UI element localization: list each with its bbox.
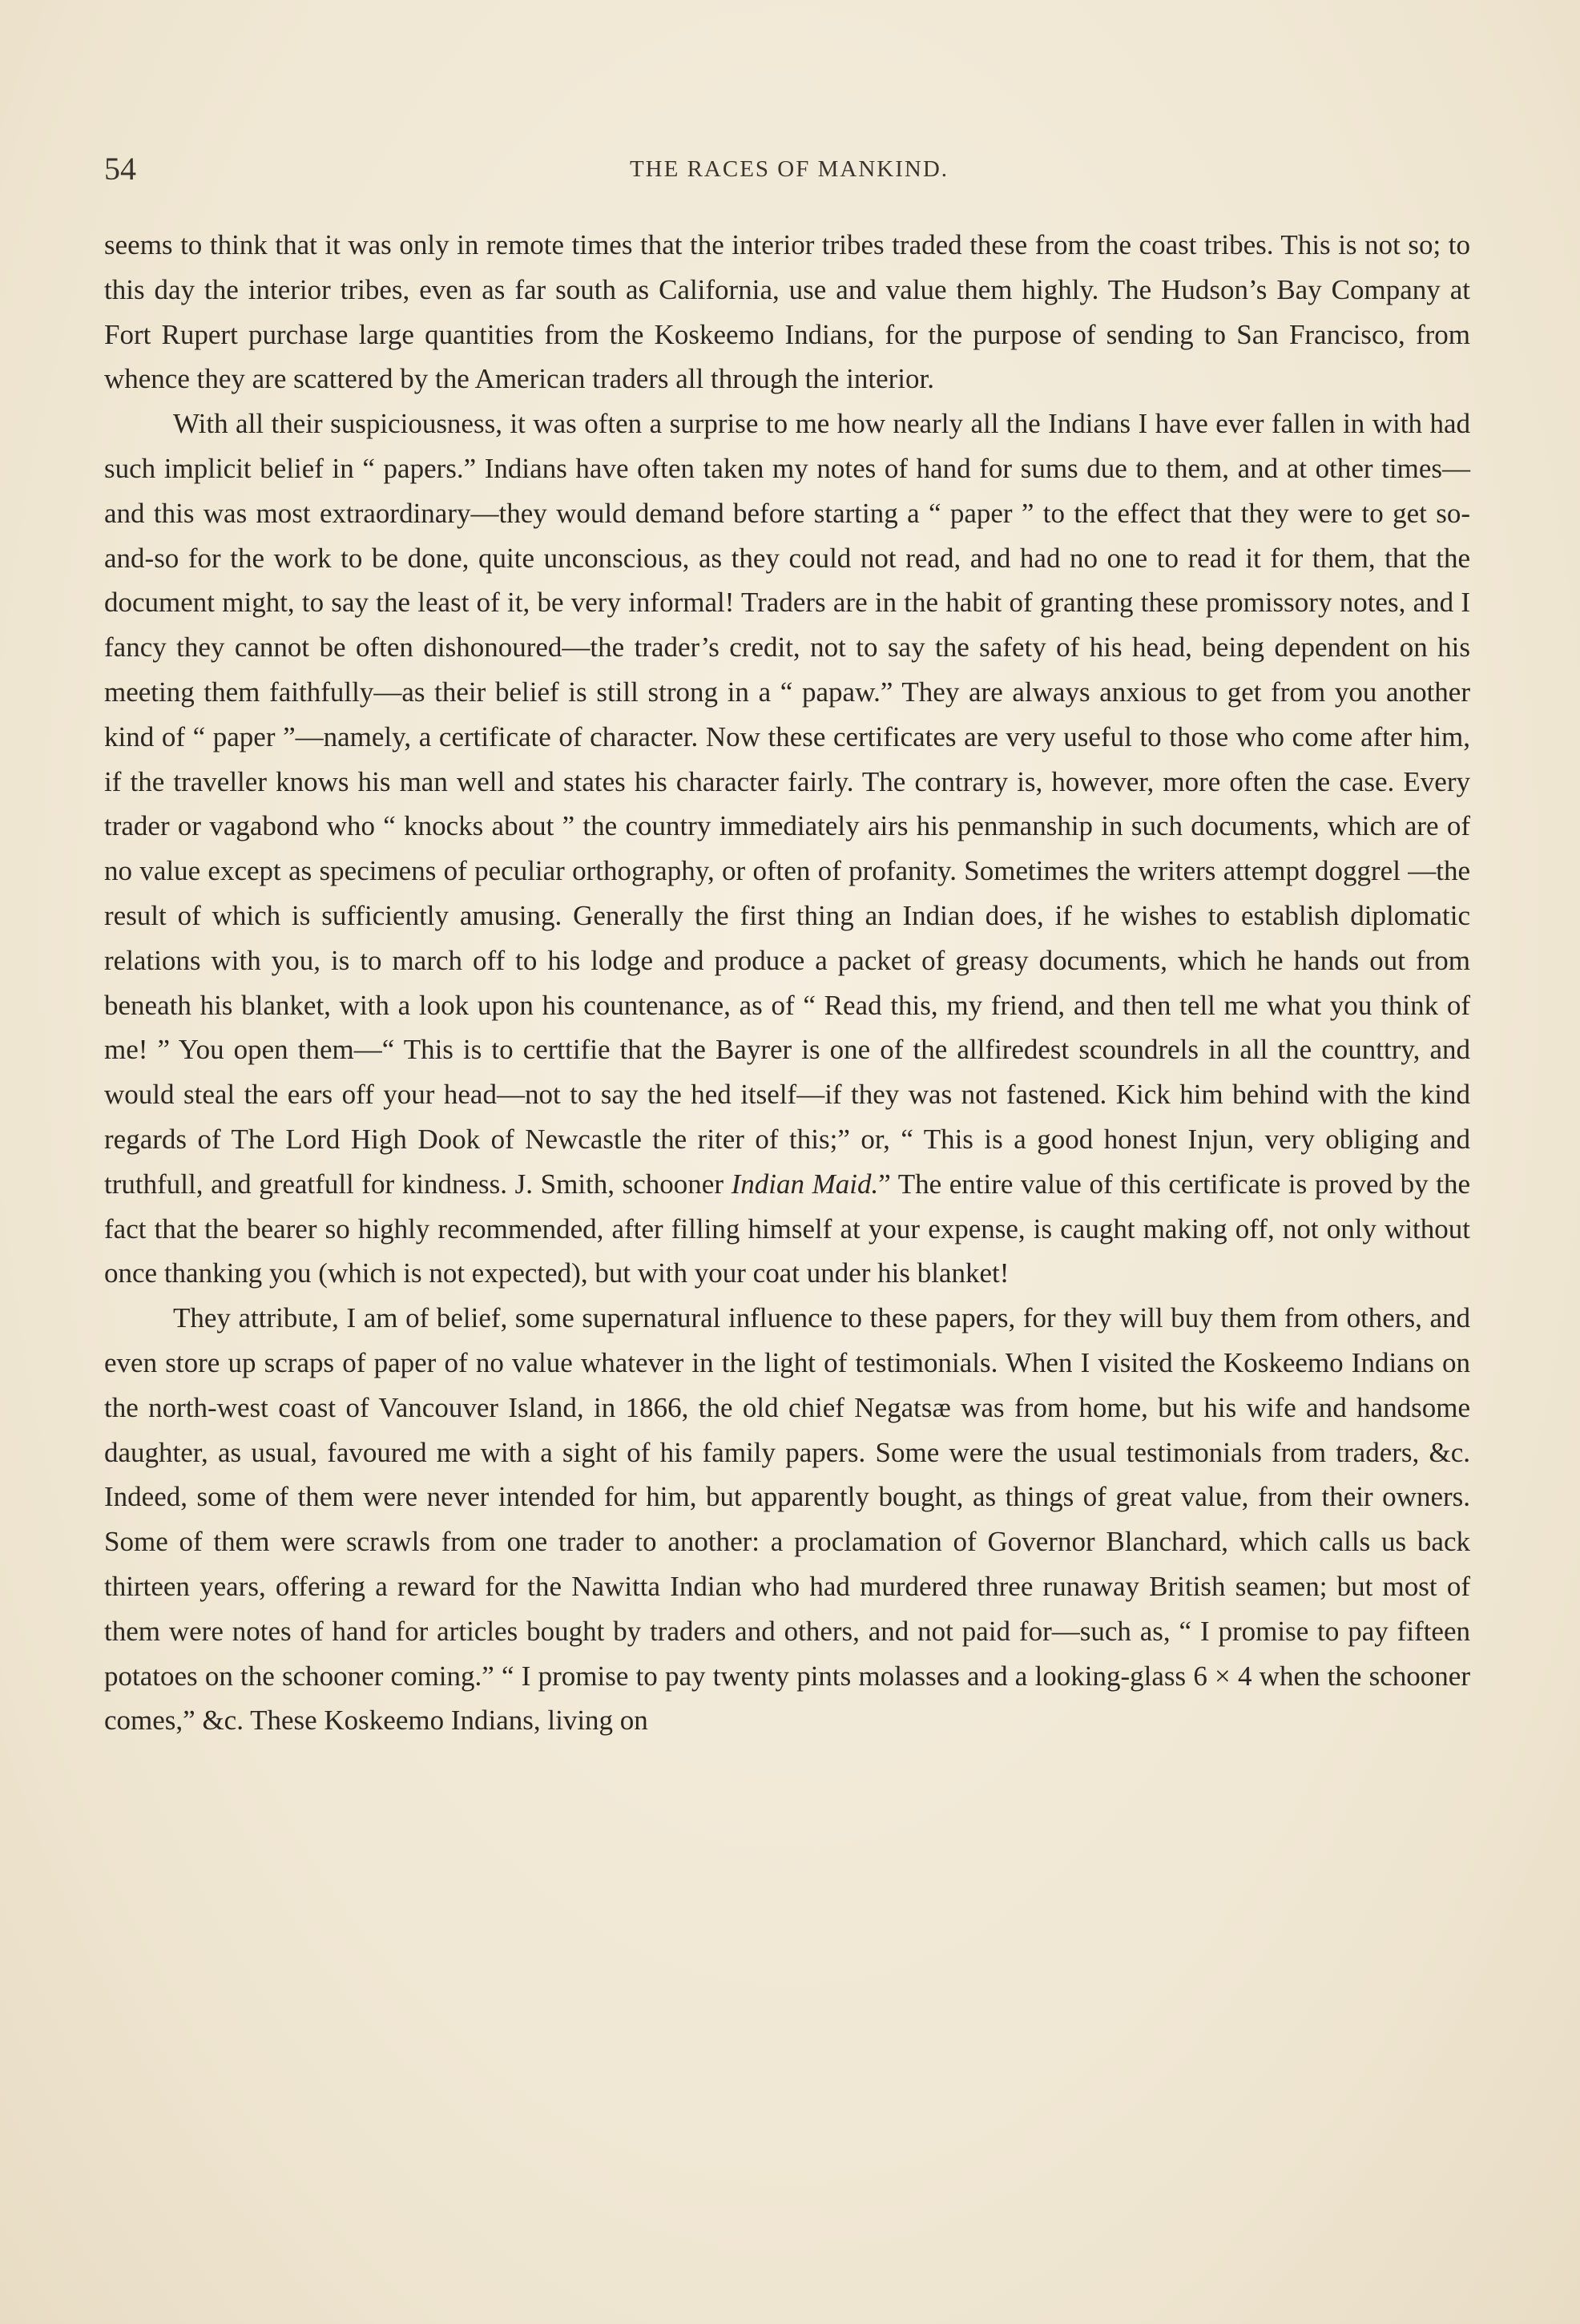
paragraph-1 — [104, 223, 1470, 401]
paragraph-2 — [104, 401, 1470, 1296]
paragraph-2-text: With all their suspiciousness, it was often a surprise to me how nearly all the Indians I have ever fallen in with had such implicit belief in “ papers.” Indians have often taken my notes of hand for sums due to them, and at other times—and this was most extraordinary—they would demand before starting a “ paper ” to the effect that they were to get so-and-so for the work to be done, quite unconscious, as they could not read, and had no one to read it for them, that the document might, to say the least of it, be very informal! Traders are in the habit of granting these promissory notes, and I fancy they cannot be often dishonoured—the trader’s credit, not to say the safety of his head, being dependent on his meeting them faithfully—as their belief is still strong in a “ papaw.” They are always anxious to get from you another kind of “ paper ”—namely, a certificate of character. Now these certificates are very useful to those who come after him, if the traveller knows his man well and states his character fairly. The contrary is, however, more often the case. Every trader or vagabond who “ knocks about ” the country immediately airs his penmanship in such documents, which are of no value except as specimens of peculiar orthography, or often of profanity. Sometimes the writers attempt doggrel —the result of which is sufficiently amusing. Generally the first thing an Indian does, if he wishes to establish diplomatic relations with you, is to march off to his lodge and produce a packet of greasy documents, which he hands out from beneath his blanket, with a look upon his countenance, as of “ Read this, my friend, and then tell me what you think of me! ” You open them—“ This is to certtifie that the Bayrer is one of the allfiredest scoundrels in all the counttry, and would steal the ears off your head—not to say the hed itself—if they was not fastened. Kick him behind with the kind regards of The Lord High Dook of Newcastle the riter of this;” or, “ This is a good honest Injun, very obliging and truthfull, and greatfull for kindness. J. Smith, schooner — [104, 408, 1470, 1200]
page-number: 54 — [104, 151, 136, 187]
paragraph-1-text: seems to think that it was only in remote times that the interior tribes traded these from the coast tribes. This is not so; to this day the interior tribes, even as far south as California, use and value them highly. The Hudson’s Bay Company at Fort Rupert purchase large quantities from the Koskeemo Indians, for the purpose of sending to San Francisco, from whence they are scattered by the American traders all through the interior. — [104, 229, 1470, 395]
page-header — [104, 149, 1474, 189]
paragraph-3-text: They attribute, I am of belief, some supernatural influence to these papers, for they will buy them from others, and even store up scraps of paper of no value whatever in the light of testimonials. When I visited the Koskeemo Indians on the north-west coast of Vancouver Island, in 1866, the old chief Negatsæ was from home, but his wife and handsome daughter, as usual, favoured me with a sight of his family papers. Some were the usual testimonials from traders, &c. Indeed, some of them were never intended for him, but apparently bought, as things of great value, from their owners. Some of them were scrawls from one trader to another: a proclamation of Governor Blanchard, which calls us back thirteen years, offering a reward for the Nawitta Indian who had murdered three runaway British seamen; but most of them were notes of hand for articles bought by traders and others, and not paid for—such as, “ I promise to pay fifteen potatoes on the schooner coming.” “ I promise to pay twenty pints molasses and a looking-glass 6 × 4 when the schooner comes,” &c. These Koskeemo Indians, living on — [104, 1302, 1470, 1737]
paragraph-2-text-after: ” The entire value of this certificate is proved by the fact that the bearer so highly recommended, after filling himself at your expense, is caught making off, not only without once thanking you (which is not expected), but with your coat under his blanket! — [104, 1168, 1470, 1289]
body-text — [104, 223, 1470, 1743]
paragraph-3 — [104, 1296, 1470, 1743]
running-title: THE RACES OF MANKIND. — [629, 156, 949, 182]
schooner-name: Indian Maid. — [731, 1168, 879, 1200]
